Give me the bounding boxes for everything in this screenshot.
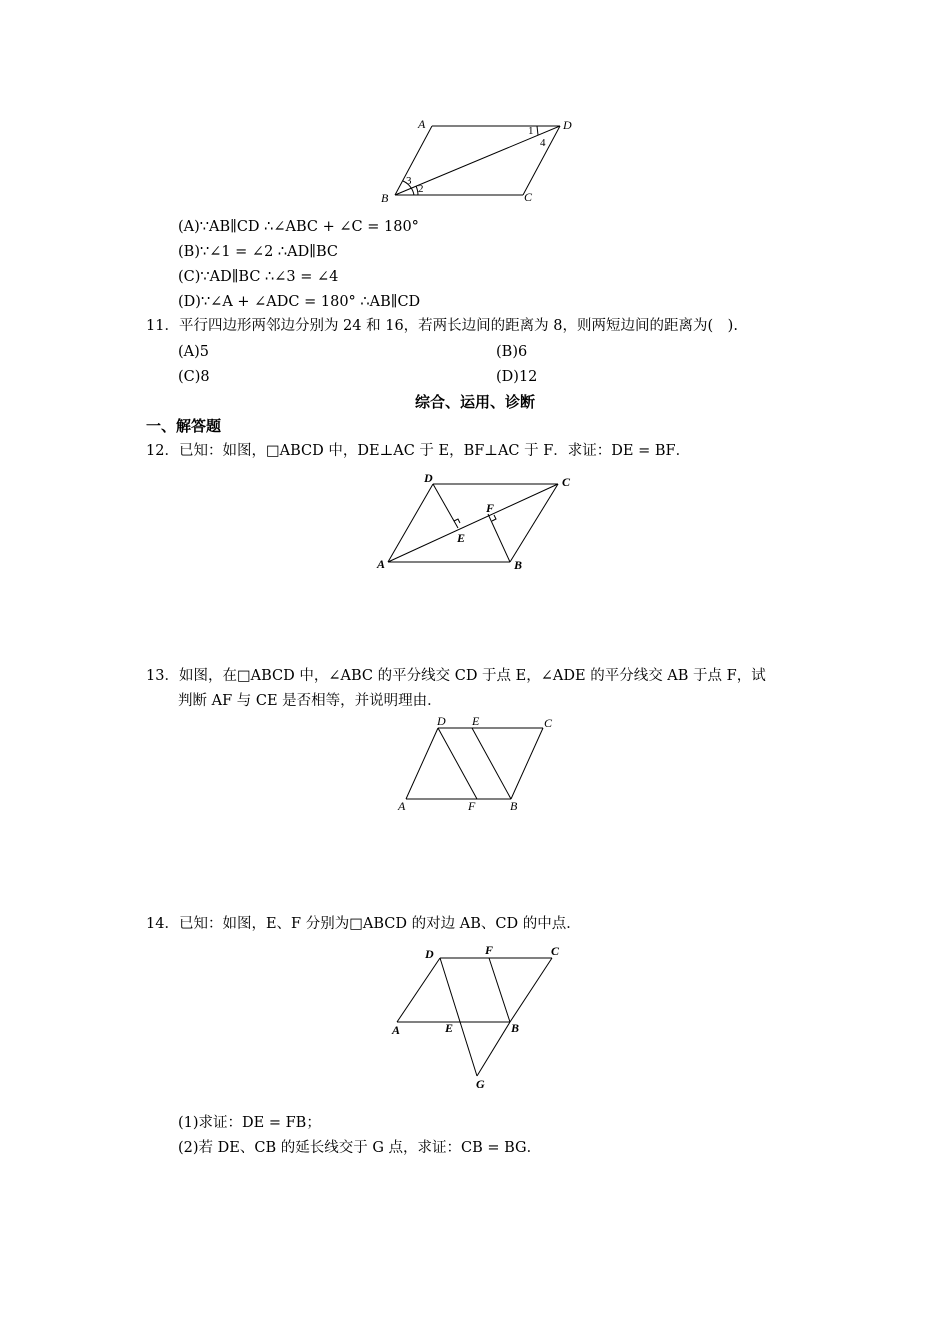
q14-text: 14．已知：如图，E、F 分别为□ABCD 的对边 AB、CD 的中点． xyxy=(146,916,581,932)
label-e: E xyxy=(472,714,480,728)
q11-text: 11．平行四边形两邻边分别为 24 和 16，若两长边间的距离为 8，则两短边间的距离为( ). xyxy=(146,318,738,334)
label-b: B xyxy=(381,191,389,205)
edge-bc xyxy=(510,958,552,1022)
segment-fb xyxy=(489,958,510,1022)
angle-label-4: 4 xyxy=(540,137,546,149)
label-e: E xyxy=(445,1021,454,1035)
label-b: B xyxy=(511,1021,520,1035)
label-c: C xyxy=(551,944,560,958)
part-title: 一、解答题 xyxy=(146,417,222,435)
q10-option-b: (B)∵∠1 = ∠2 ∴AD∥BC xyxy=(178,244,338,260)
label-c: C xyxy=(544,716,553,730)
q10-option-a: (A)∵AB∥CD ∴∠ABC + ∠C = 180° xyxy=(178,219,419,235)
diagonal-ac xyxy=(388,484,558,562)
figure-parallelogram-angles xyxy=(370,112,590,212)
label-d: D xyxy=(437,714,446,728)
edge-bc xyxy=(511,728,543,799)
label-a: A xyxy=(418,117,426,131)
q10-option-d: (D)∵∠A + ∠ADC = 180° ∴AB∥CD xyxy=(178,294,421,310)
label-f: F xyxy=(468,799,476,813)
right-angle-f xyxy=(492,515,496,521)
label-b: B xyxy=(514,558,523,572)
label-d: D xyxy=(563,118,572,132)
q11-option-b: (B)6 xyxy=(496,344,528,360)
q13-line1: 13．如图，在□ABCD 中，∠ABC 的平分线交 CD 于点 E，∠ADE 的平分线交 AB 于点 F，试 xyxy=(146,668,766,684)
q14-sub1: (1)求证：DE = FB； xyxy=(178,1115,321,1131)
figure-q13 xyxy=(390,712,570,817)
figure-q12 xyxy=(370,468,580,578)
segment-bf xyxy=(488,514,510,562)
section-title: 综合、运用、诊断 xyxy=(414,393,535,411)
q11-option-a: (A)5 xyxy=(178,344,210,360)
edge-ad xyxy=(388,484,433,562)
angle-label-2: 2 xyxy=(418,183,424,195)
segment-dg xyxy=(440,958,477,1076)
angle-tick-d xyxy=(537,126,538,135)
edge-ad xyxy=(406,728,438,799)
angle-label-3: 3 xyxy=(406,175,412,187)
q10-option-c: (C)∵AD∥BC ∴∠3 = ∠4 xyxy=(178,269,339,285)
q11-option-c: (C)8 xyxy=(178,369,210,385)
label-f: F xyxy=(485,943,494,957)
label-d: D xyxy=(425,947,434,961)
angle-label-1: 1 xyxy=(528,125,534,137)
figure-q14 xyxy=(385,940,575,1095)
segment-be xyxy=(472,728,511,799)
edge-ad xyxy=(397,958,440,1022)
label-c: C xyxy=(524,190,533,204)
q13-line2: 判断 AF 与 CE 是否相等，并说明理由． xyxy=(178,693,442,709)
q11-option-d: (D)12 xyxy=(496,369,538,385)
label-b: B xyxy=(510,799,518,813)
label-d: D xyxy=(424,471,433,485)
label-c: C xyxy=(562,475,571,489)
edge-ab xyxy=(395,126,432,195)
label-g: G xyxy=(476,1077,485,1091)
segment-bg xyxy=(477,1022,510,1076)
label-a: A xyxy=(392,1023,401,1037)
label-a: A xyxy=(377,557,386,571)
segment-df xyxy=(438,728,477,799)
label-e: E xyxy=(457,531,466,545)
edge-bc xyxy=(510,484,558,562)
q12-text: 12．已知：如图，□ABCD 中，DE⊥AC 于 E，BF⊥AC 于 F．求证：DE = BF． xyxy=(146,443,691,459)
q14-sub2: (2)若 DE、CB 的延长线交于 G 点，求证：CB = BG． xyxy=(178,1140,542,1156)
label-f: F xyxy=(486,501,495,515)
label-a: A xyxy=(398,799,406,813)
